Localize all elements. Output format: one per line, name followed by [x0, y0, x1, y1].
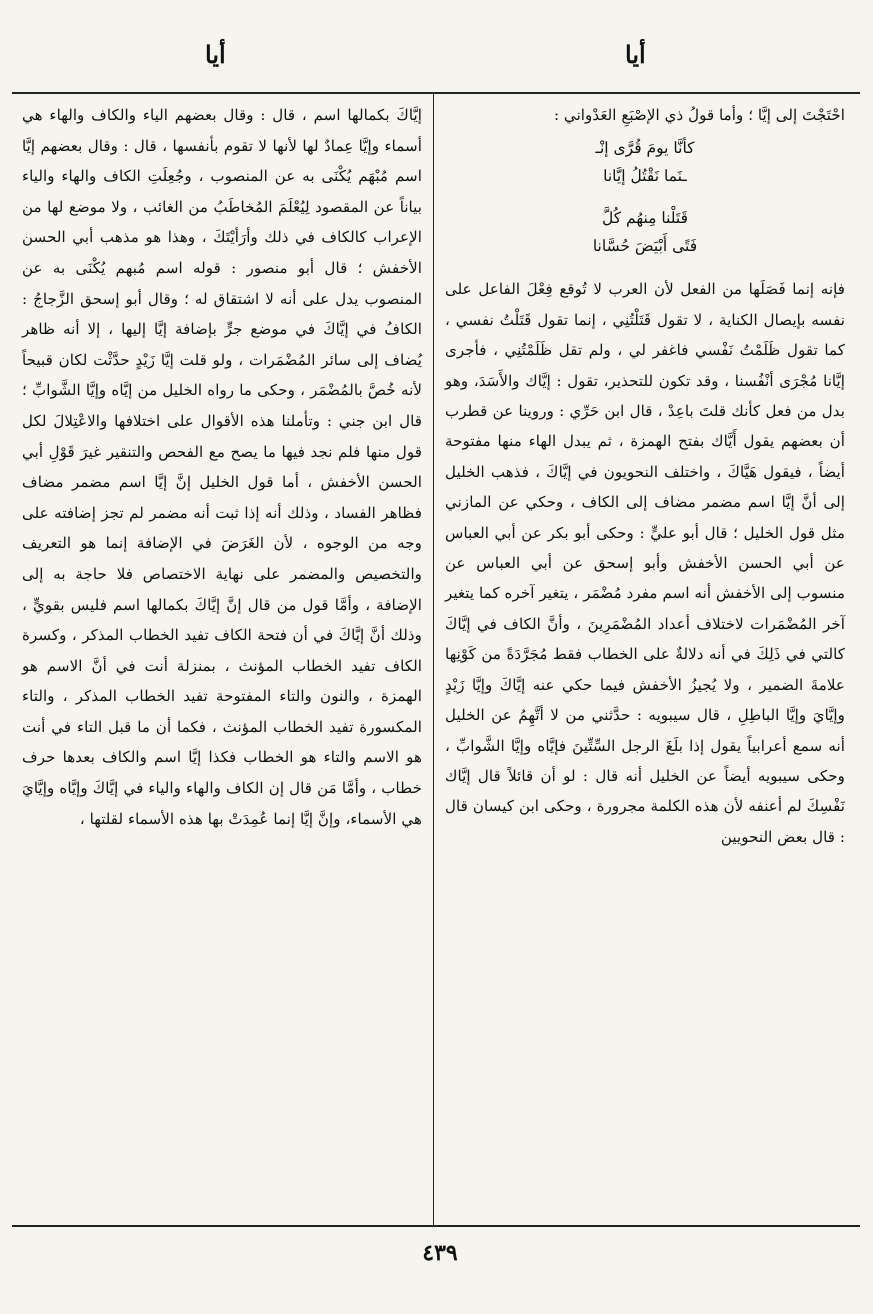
- poem-verse: [445, 134, 845, 260]
- verse-line-1: كأنَّا يومَ قُرَّى إنْـ: [595, 139, 695, 158]
- right-column: [445, 100, 845, 852]
- bottom-rule: [12, 1225, 860, 1227]
- verse-line-4: فَتًى أَبْيَضَ حُسَّانا: [592, 237, 698, 256]
- column-divider: [433, 92, 434, 1225]
- top-rule: [12, 92, 860, 94]
- left-column: [22, 100, 422, 834]
- right-column-body: فإنه إنما فَصَلَها من الفعل لأن العرب لا تُوقع فِعْلَ الفاعل على نفسه بإيصال الكناية ، لا تقول قَتَلْتُنِي ، إنما تقول قَتَلْتُ نفسي ، كما تقول ظَلَمْتُ نَفْسي فاغفر لي ، ولم تقل ظَلَمْتُنِي ، فأجرى إيَّانا مُجْرَى أنْفُسنا ، وقد تكون للتحذير، تقول : إيَّاك والأَسَدَ، وهو بدل من فعل كأنك قلتَ باعِدْ ، قال ابن حَرِّي : وروينا عن قطرب أن بعضهم يقول أَيَّاك بفتح الهمزة ، ثم يبدل الهاء منها مفتوحة أيضاً ، فيقول هَيَّاكَ ، واختلف النحويون في إيَّاكَ ، فذهب الخليل إلى أنَّ إيَّا اسم مضمر مضاف إلى الكاف ، وحكي عن المازني مثل قول الخليل ؛ قال أبو عليٍّ : وحكى أبو بكر عن أبي العباس عن أبي الحسن الأخفش وأبو إسحق عن أبي العباس عن منسوب إلى الأخفش أنه اسم مفرد مُضْمَر ، يتغير آخره كما يتغير آخر المُضْمَرات لاختلاف أعداد المُضْمَرِينَ ، وأنَّ الكاف في إيَّاكَ كالتي في ذَلِكَ في أنه دلالةٌ على الخطاب فقط مُجَرَّدَةً من كَوْنِها علامةَ الضمير ، ولا يُجيزُ الأخفش فيما حكي عنه إيَّاكَ وإيَّا زَيْدٍ وإيَّايَ وإيَّا الباطِلِ ، قال سيبويه : حدَّثني من لا أتَّهِمُ عن الخليل أنه سمع أعرابياً يقول إذا بلَغَ الرجل السِّتِّينَ فإيَّاه وإيَّا الشَّوابِّ ، وحكى سيبويه أيضاً عن الخليل أنه قال : لو أن قائلاً قال إيَّاك نَفْسِكَ لم أعنفه لأن هذه الكلمة مجرورة ، وحكى ابن كيسان قال : قال بعض النحويين: [445, 280, 845, 846]
- page-number: ٤٣٩: [422, 1240, 458, 1266]
- header-word-right: أيا: [625, 40, 646, 69]
- header-word-left: أيا: [205, 40, 226, 69]
- right-column-intro: احْتَجْتَ إلى إيَّا ؛ وأما قولُ ذي الإصْبَعِ العَدْواني :: [553, 106, 845, 124]
- verse-line-2: ـنَما نَقْتُلُ إيَّانا: [603, 167, 687, 186]
- verse-line-3: قَتَلْنا مِنهُم كُلَّ: [601, 209, 689, 228]
- left-column-body: إيَّاكَ بكمالها اسم ، قال : وقال بعضهم الياء والكاف والهاء هي أسماء وإيَّا عِمادٌ لها لأنها لا تقوم بأنفسها ، قال : وقال بعضهم إيَّا اسم مُبْهَم يُكْنَى به عن المنصوب ، وجُعِلَتِ الكاف والهاء والياء بياناً عن المقصود لِيُعْلَمَ المُخاطَبُ من الغائب ، ولا موضع لها من الإعراب كالكاف في ذلك وأرَأيْتَكَ ، وهذا هو مذهب أبي الحسن الأخفش ؛ قال أبو منصور : قوله اسم مُبهم يُكْنَى به عن المنصوب يدل على أنه لا اشتقاق له ؛ وقال أبو إسحق الزَّجاجُ : الكافُ في إيَّاكَ في موضع جرٍّ بإضافة إيَّا إليها ، إلا أنه ظاهر يُضاف إلى سائر المُضْمَرات ، ولو قلت إيَّا زَيْدٍ حدَّثْت لكان قبيحاً لأنه خُصَّ بالمُضْمَر ، وحكى ما رواه الخليل من إيَّاه وإيَّا الشَّوابِّ ؛ قال ابن جني : وتأملنا هذه الأقوال على اختلافها والاعْتِلالَ لكل قول منها فلم نجد فيها ما يصح مع الفحص والتنقير غيرَ قَوْلِ أبي الحسن الأخفش ، أما قول الخليل إنَّ إيَّا اسم مضمر مضاف فظاهر الفساد ، وذلك أنه إذا ثبت أنه مضمر لم تجز إضافته على وجه من الوجوه ، لأن الغَرَضَ في الإضافة إنما هو التعريف والتخصيص والمضمر على نهاية الاختصاص فلا حاجة به إلى الإضافة ، وأمَّا قول من قال إنَّ إيَّاكَ بكمالها اسم فليس بقويٍّ ، وذلك أنَّ إيَّاكَ في أن فتحة الكاف تفيد الخطاب المذكر ، وكسرة الكاف تفيد الخطاب المؤنث ، بمنزلة أنت في أنَّ الاسم هو الهمزة ، والنون والتاء المفتوحة تفيد الخطاب المذكر ، والتاء المكسورة تفيد الخطاب المؤنث ، فكما أن ما قبل التاء في أنت هو الاسم والتاء هو الخطاب فكذا إيَّا اسم والكاف بعدها حرف خطاب ، وأمَّا مَن قال إن الكاف والهاء والياء في إيَّاكَ وإيَّاه وإيَّايَ هي الأسماء، وإنَّ إيَّا إنما عُمِدَتْ بها هذه الأسماء لقلتها ،: [22, 106, 422, 828]
